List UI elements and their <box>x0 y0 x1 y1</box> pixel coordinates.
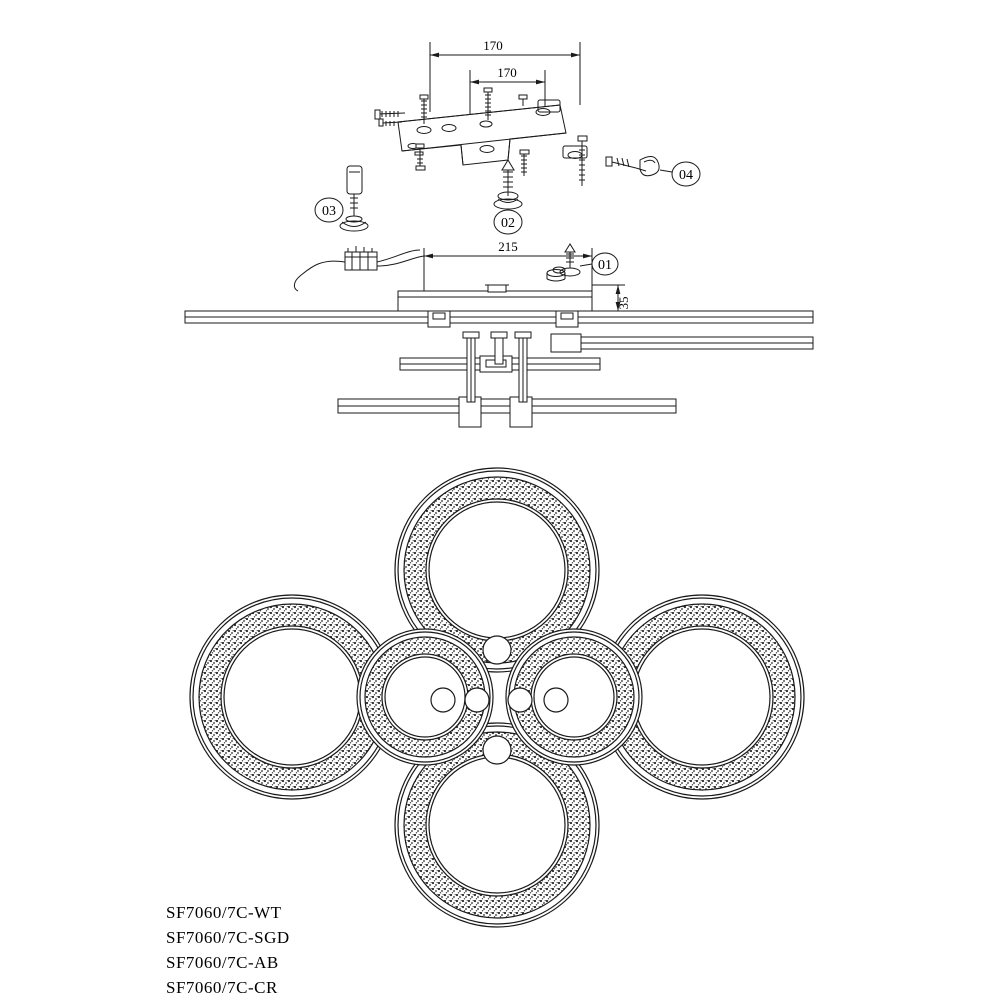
dimension-label-215: 215 <box>498 239 518 254</box>
dimension-label-170-inner: 170 <box>497 65 517 80</box>
callout-02-screw <box>494 160 522 209</box>
model-number-wt: SF7060/7C-WT <box>166 903 282 922</box>
callout-03-driver <box>340 166 368 231</box>
terminal-block-wires <box>294 246 424 291</box>
model-number-cr: SF7060/7C-CR <box>166 978 278 997</box>
mounting-bracket <box>398 100 587 165</box>
model-number-sgd: SF7060/7C-SGD <box>166 928 290 947</box>
model-number-list <box>166 900 290 1000</box>
callout-label-01: 01 <box>598 258 612 273</box>
model-number-ab: SF7060/7C-AB <box>166 953 279 972</box>
dimension-label-35: 35 <box>616 296 631 310</box>
callout-label-03: 03 <box>322 204 336 219</box>
callout-label-04: 04 <box>679 168 693 183</box>
product-front-view <box>190 468 804 927</box>
dimension-label-170-outer: 170 <box>483 38 503 53</box>
fixture-body-side-view <box>185 270 813 428</box>
callout-label-02: 02 <box>501 216 515 231</box>
